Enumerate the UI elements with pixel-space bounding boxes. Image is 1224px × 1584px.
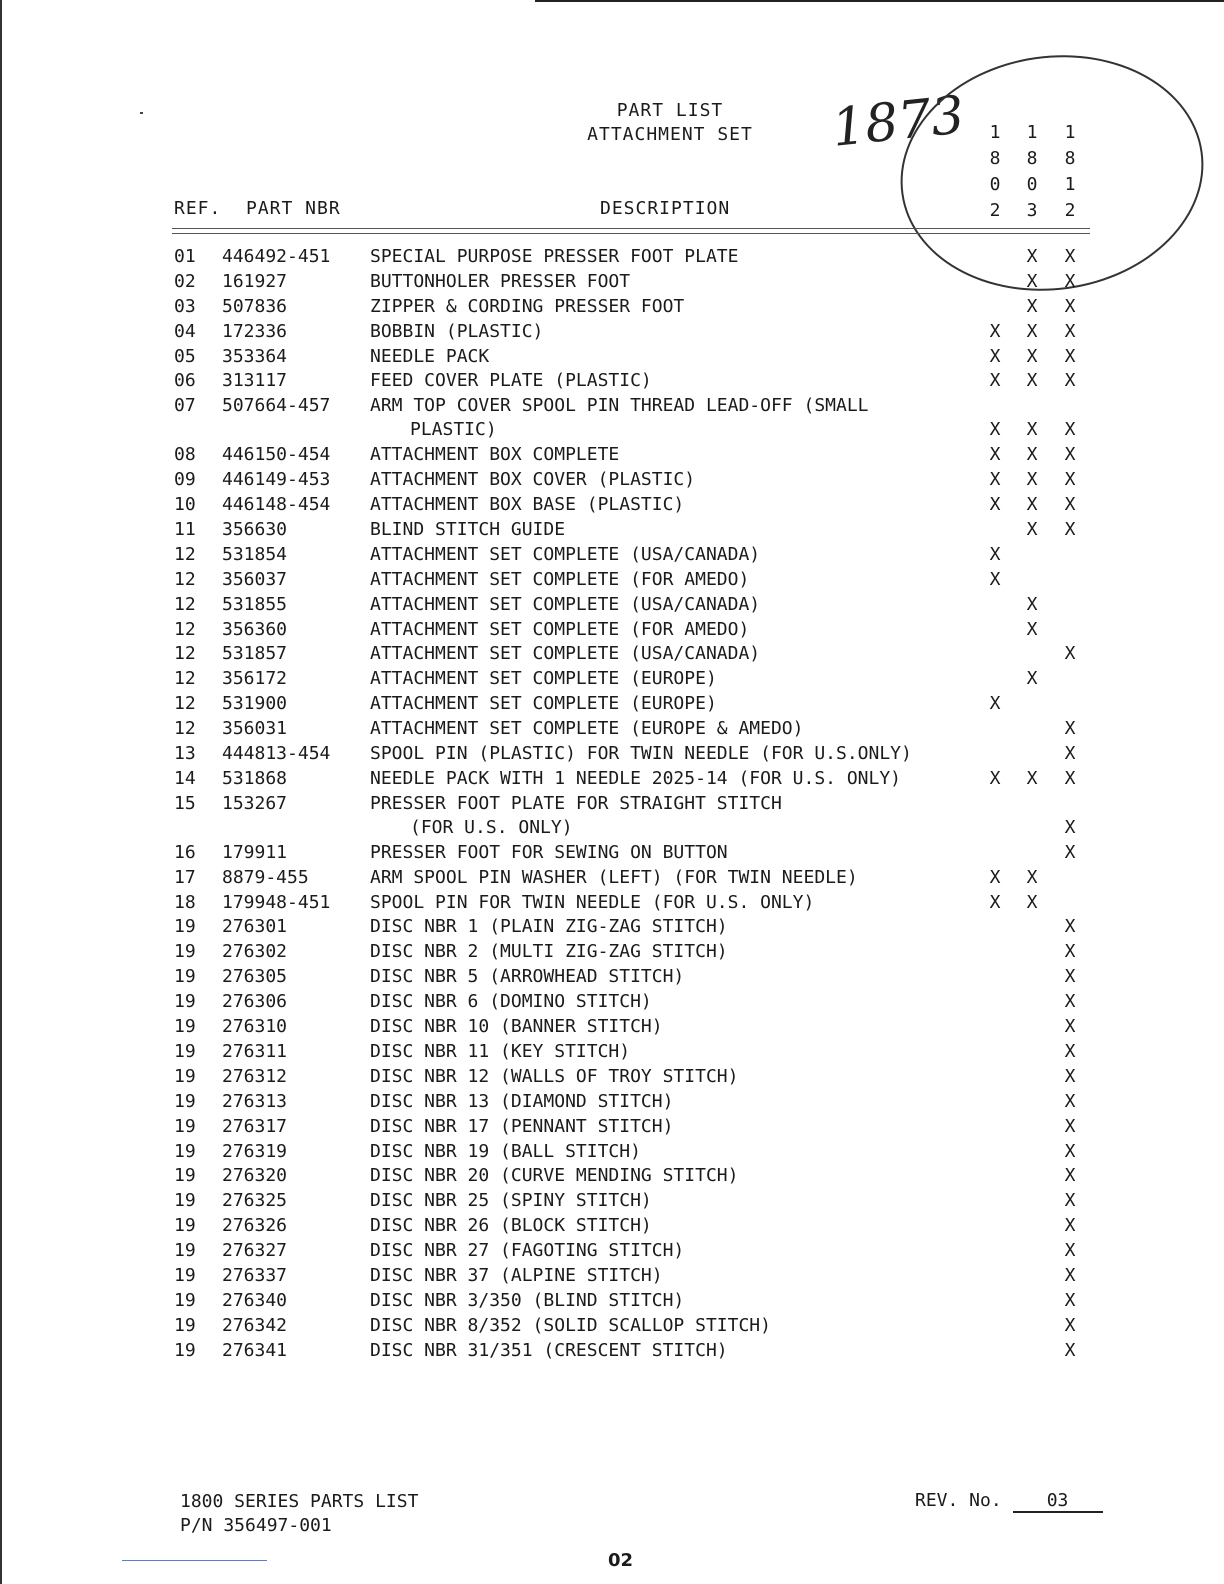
description-cell: NEEDLE PACK [370,345,490,367]
page-top-border [535,0,1224,2]
part-number-cell: 356037 [222,568,288,590]
ref-cell: 15 [174,792,196,814]
part-number-cell: 356031 [222,718,288,740]
model-1812-mark: X [1064,1016,1076,1038]
part-number-cell: 276320 [222,1165,288,1187]
series-label: 1800 SERIES PARTS LIST [180,1491,419,1512]
part-number-cell: 276301 [222,916,288,938]
description-cell: DISC NBR 13 (DIAMOND STITCH) [370,1090,674,1112]
part-number-cell: 531854 [222,543,288,565]
description-cell: DISC NBR 5 (ARROWHEAD STITCH) [370,966,685,988]
document-title: PART LIST [616,100,724,121]
model-1812-mark: X [1064,519,1076,541]
table-row [0,1340,1224,1365]
model-1802-mark: X [989,419,1001,441]
model-1812-mark: X [1064,1165,1076,1187]
description-cell: ATTACHMENT BOX BASE (PLASTIC) [370,494,685,516]
model-1812-mark: X [1064,718,1076,740]
ref-cell: 05 [174,345,196,367]
part-number-column-header: PART NBR [246,198,341,219]
ref-cell: 16 [174,841,196,863]
table-row [0,569,1224,594]
table-row [0,892,1224,917]
description-cell: BUTTONHOLER PRESSER FOOT [370,270,631,292]
description-cell: ATTACHMENT SET COMPLETE (FOR AMEDO) [370,618,750,640]
ref-cell: 19 [174,1289,196,1311]
model-1803-mark: X [1026,519,1038,541]
description-cell: FEED COVER PLATE (PLASTIC) [370,370,652,392]
description-cell: PRESSER FOOT PLATE FOR STRAIGHT STITCH [370,792,782,814]
table-row [0,494,1224,519]
model-1812-mark: X [1064,444,1076,466]
document-subtitle: ATTACHMENT SET [587,124,753,145]
model-1803-mark: X [1026,767,1038,789]
description-cell: DISC NBR 26 (BLOCK STITCH) [370,1215,652,1237]
part-number-cell: 179948-451 [222,891,331,913]
part-number-cell: 276312 [222,1065,288,1087]
model-1812-mark: X [1064,1090,1076,1112]
parts-table [0,246,1224,1365]
ref-cell: 19 [174,1190,196,1212]
table-row [0,1116,1224,1141]
part-number-cell: 276302 [222,941,288,963]
model-1802-mark: X [989,469,1001,491]
scan-edge-line [122,1560,267,1561]
table-row [0,718,1224,743]
ref-cell: 12 [174,618,196,640]
table-row [0,867,1224,892]
part-number-cell: 353364 [222,345,288,367]
part-number-cell: 276310 [222,1016,288,1038]
model-column-header-3: 1 8 1 2 [1064,122,1076,221]
ref-cell: 14 [174,767,196,789]
model-1812-mark: X [1064,419,1076,441]
part-number-cell: 276342 [222,1314,288,1336]
table-row [0,793,1224,842]
description-cell: DISC NBR 27 (FAGOTING STITCH) [370,1240,685,1262]
description-cell: DISC NBR 17 (PENNANT STITCH) [370,1115,674,1137]
model-1802-mark: X [989,568,1001,590]
ref-cell: 12 [174,593,196,615]
ref-cell: 19 [174,1065,196,1087]
description-cell: NEEDLE PACK WITH 1 NEEDLE 2025-14 (FOR U.S. ONLY) [370,767,902,789]
model-column-header-2: 1 8 0 3 [1026,122,1038,221]
description-cell: DISC NBR 31/351 (CRESCENT STITCH) [370,1339,728,1361]
model-1812-mark: X [1064,1115,1076,1137]
page-number: 02 [608,1550,634,1571]
model-1812-mark: X [1064,1264,1076,1286]
description-cell: ARM TOP COVER SPOOL PIN THREAD LEAD-OFF (SMALL [370,395,869,417]
model-1812-mark: X [1064,1065,1076,1087]
description-cell: DISC NBR 10 (BANNER STITCH) [370,1016,663,1038]
model-1802-mark: X [989,693,1001,715]
ref-cell: 19 [174,1314,196,1336]
part-number-cell: 276326 [222,1215,288,1237]
description-cell: DISC NBR 11 (KEY STITCH) [370,1040,631,1062]
part-number-cell: 446149-453 [222,469,331,491]
table-row [0,271,1224,296]
part-number-cell: 507836 [222,295,288,317]
part-number-cell: 8879-455 [222,866,309,888]
ref-cell: 19 [174,1215,196,1237]
description-column-header: DESCRIPTION [600,198,731,219]
ref-cell: 19 [174,941,196,963]
table-row [0,594,1224,619]
model-1803-mark: X [1026,270,1038,292]
model-1802-mark: X [989,767,1001,789]
description-continuation-cell: PLASTIC) [410,419,497,441]
model-1803-mark: X [1026,618,1038,640]
table-row [0,321,1224,346]
part-number-cell: 276325 [222,1190,288,1212]
model-1812-mark: X [1064,1339,1076,1361]
model-1803-mark: X [1026,891,1038,913]
ref-cell: 11 [174,519,196,541]
part-number-cell: 276340 [222,1289,288,1311]
table-row [0,1091,1224,1116]
description-cell: BLIND STITCH GUIDE [370,519,566,541]
model-1803-mark: X [1026,345,1038,367]
ref-cell: 19 [174,1040,196,1062]
part-number-cell: 179911 [222,841,288,863]
table-row [0,395,1224,444]
description-cell: ARM SPOOL PIN WASHER (LEFT) (FOR TWIN NEEDLE) [370,866,858,888]
model-1802-mark: X [989,891,1001,913]
model-1812-mark: X [1064,295,1076,317]
model-1803-mark: X [1026,866,1038,888]
model-1803-mark: X [1026,246,1038,267]
part-number-cell: 444813-454 [222,743,331,765]
header-rule-bottom [172,233,1090,234]
model-1802-mark: X [989,543,1001,565]
ref-cell: 19 [174,916,196,938]
ref-cell: 19 [174,991,196,1013]
revision-value: 03 [1013,1490,1103,1513]
part-number-cell: 276305 [222,966,288,988]
table-row [0,1215,1224,1240]
model-1802-mark: X [989,370,1001,392]
table-row [0,941,1224,966]
model-1812-mark: X [1064,469,1076,491]
ref-cell: 12 [174,668,196,690]
table-row [0,246,1224,271]
ref-cell: 19 [174,1339,196,1361]
model-1802-mark: X [989,866,1001,888]
model-1812-mark: X [1064,246,1076,267]
description-cell: ATTACHMENT SET COMPLETE (USA/CANADA) [370,643,761,665]
ref-cell: 09 [174,469,196,491]
table-row [0,1141,1224,1166]
ref-cell: 19 [174,966,196,988]
part-number-cell: 276317 [222,1115,288,1137]
table-row [0,1016,1224,1041]
part-number-cell: 276306 [222,991,288,1013]
part-number-cell: 507664-457 [222,395,331,417]
ref-cell: 19 [174,1240,196,1262]
description-cell: DISC NBR 12 (WALLS OF TROY STITCH) [370,1065,739,1087]
table-row [0,1066,1224,1091]
ref-cell: 12 [174,543,196,565]
model-1812-mark: X [1064,320,1076,342]
ref-cell: 08 [174,444,196,466]
model-1812-mark: X [1064,1040,1076,1062]
table-row [0,693,1224,718]
ref-cell: 12 [174,643,196,665]
part-number-cell: 161927 [222,270,288,292]
part-number-cell: 276311 [222,1040,288,1062]
description-cell: DISC NBR 37 (ALPINE STITCH) [370,1264,663,1286]
table-row [0,768,1224,793]
description-cell: ATTACHMENT SET COMPLETE (USA/CANADA) [370,593,761,615]
model-1812-mark: X [1064,941,1076,963]
model-1812-mark: X [1064,743,1076,765]
model-1812-mark: X [1064,1215,1076,1237]
part-number-label: P/N 356497-001 [180,1515,332,1536]
model-1812-mark: X [1064,643,1076,665]
table-row [0,916,1224,941]
model-1802-mark: X [989,494,1001,516]
ref-cell: 19 [174,1140,196,1162]
model-1812-mark: X [1064,916,1076,938]
model-1812-mark: X [1064,494,1076,516]
handwritten-note: 1873 [829,85,968,159]
description-cell: ZIPPER & CORDING PRESSER FOOT [370,295,685,317]
model-1802-mark: X [989,345,1001,367]
part-number-cell: 356360 [222,618,288,640]
description-cell: ATTACHMENT BOX COVER (PLASTIC) [370,469,696,491]
ref-cell: 06 [174,370,196,392]
ref-cell: 03 [174,295,196,317]
part-number-cell: 356630 [222,519,288,541]
model-1812-mark: X [1064,816,1076,838]
ref-cell: 19 [174,1115,196,1137]
table-row [0,1315,1224,1340]
model-1812-mark: X [1064,1289,1076,1311]
part-number-cell: 531855 [222,593,288,615]
part-number-cell: 276341 [222,1339,288,1361]
model-1812-mark: X [1064,966,1076,988]
ref-cell: 04 [174,320,196,342]
description-cell: DISC NBR 6 (DOMINO STITCH) [370,991,652,1013]
part-number-cell: 276319 [222,1140,288,1162]
part-number-cell: 446150-454 [222,444,331,466]
model-1812-mark: X [1064,841,1076,863]
header-rule-top [172,228,1090,229]
part-number-cell: 531900 [222,693,288,715]
table-row [0,1190,1224,1215]
part-number-cell: 356172 [222,668,288,690]
table-row [0,619,1224,644]
model-1812-mark: X [1064,1140,1076,1162]
table-row [0,469,1224,494]
model-1802-mark: X [989,444,1001,466]
table-row [0,966,1224,991]
model-1803-mark: X [1026,295,1038,317]
model-1812-mark: X [1064,991,1076,1013]
ref-cell: 01 [174,246,196,267]
description-cell: BOBBIN (PLASTIC) [370,320,544,342]
model-column-header-1: 1 8 0 2 [989,122,1001,221]
model-1803-mark: X [1026,419,1038,441]
description-cell: DISC NBR 3/350 (BLIND STITCH) [370,1289,685,1311]
description-cell: DISC NBR 2 (MULTI ZIG-ZAG STITCH) [370,941,728,963]
table-row [0,370,1224,395]
model-1803-mark: X [1026,593,1038,615]
description-cell: SPECIAL PURPOSE PRESSER FOOT PLATE [370,246,739,267]
ref-cell: 12 [174,718,196,740]
ref-cell: 19 [174,1264,196,1286]
description-cell: ATTACHMENT SET COMPLETE (EUROPE & AMEDO) [370,718,804,740]
revision-label: REV. No. [915,1490,1002,1511]
part-number-cell: 446492-451 [222,246,331,267]
footer-left [180,1490,418,1538]
model-1803-mark: X [1026,668,1038,690]
description-cell: ATTACHMENT SET COMPLETE (FOR AMEDO) [370,568,750,590]
ref-cell: 17 [174,866,196,888]
model-1812-mark: X [1064,345,1076,367]
table-row [0,1041,1224,1066]
model-1812-mark: X [1064,1190,1076,1212]
table-row [0,1290,1224,1315]
description-cell: DISC NBR 25 (SPINY STITCH) [370,1190,652,1212]
description-cell: DISC NBR 8/352 (SOLID SCALLOP STITCH) [370,1314,771,1336]
ref-cell: 19 [174,1016,196,1038]
part-number-cell: 276313 [222,1090,288,1112]
part-number-cell: 172336 [222,320,288,342]
part-number-cell: 313117 [222,370,288,392]
description-cell: SPOOL PIN (PLASTIC) FOR TWIN NEEDLE (FOR U.S.ONLY) [370,743,912,765]
description-cell: DISC NBR 1 (PLAIN ZIG-ZAG STITCH) [370,916,728,938]
part-number-cell: 153267 [222,792,288,814]
description-cell: PRESSER FOOT FOR SEWING ON BUTTON [370,841,728,863]
model-1812-mark: X [1064,270,1076,292]
table-row [0,991,1224,1016]
table-row [0,519,1224,544]
description-cell: DISC NBR 19 (BALL STITCH) [370,1140,641,1162]
ref-cell: 18 [174,891,196,913]
table-row [0,1165,1224,1190]
table-row [0,444,1224,469]
ref-cell: 19 [174,1090,196,1112]
table-row [0,346,1224,371]
description-cell: ATTACHMENT SET COMPLETE (EUROPE) [370,693,717,715]
part-number-cell: 446148-454 [222,494,331,516]
ref-cell: 12 [174,693,196,715]
model-1812-mark: X [1064,370,1076,392]
model-1803-mark: X [1026,370,1038,392]
part-number-cell: 276327 [222,1240,288,1262]
model-1803-mark: X [1026,320,1038,342]
table-row [0,1265,1224,1290]
table-row [0,842,1224,867]
part-number-cell: 531857 [222,643,288,665]
revision-block [915,1490,1103,1513]
table-row [0,643,1224,668]
ref-cell: 13 [174,743,196,765]
part-number-cell: 531868 [222,767,288,789]
description-continuation-cell: (FOR U.S. ONLY) [410,816,573,838]
description-cell: SPOOL PIN FOR TWIN NEEDLE (FOR U.S. ONLY) [370,891,815,913]
description-cell: ATTACHMENT SET COMPLETE (USA/CANADA) [370,543,761,565]
model-1803-mark: X [1026,444,1038,466]
part-number-cell: 276337 [222,1264,288,1286]
ref-column-header: REF. [174,198,222,219]
table-row [0,668,1224,693]
description-cell: ATTACHMENT SET COMPLETE (EUROPE) [370,668,717,690]
ref-cell: 02 [174,270,196,292]
model-1803-mark: X [1026,494,1038,516]
table-row [0,296,1224,321]
ref-cell: 12 [174,568,196,590]
table-row [0,743,1224,768]
model-1812-mark: X [1064,1240,1076,1262]
ref-cell: 07 [174,395,196,417]
model-1802-mark: X [989,320,1001,342]
description-cell: ATTACHMENT BOX COMPLETE [370,444,620,466]
stray-mark [140,112,143,114]
table-row [0,544,1224,569]
table-row [0,1240,1224,1265]
description-cell: DISC NBR 20 (CURVE MENDING STITCH) [370,1165,739,1187]
ref-cell: 10 [174,494,196,516]
model-1812-mark: X [1064,1314,1076,1336]
model-1812-mark: X [1064,767,1076,789]
ref-cell: 19 [174,1165,196,1187]
model-1803-mark: X [1026,469,1038,491]
